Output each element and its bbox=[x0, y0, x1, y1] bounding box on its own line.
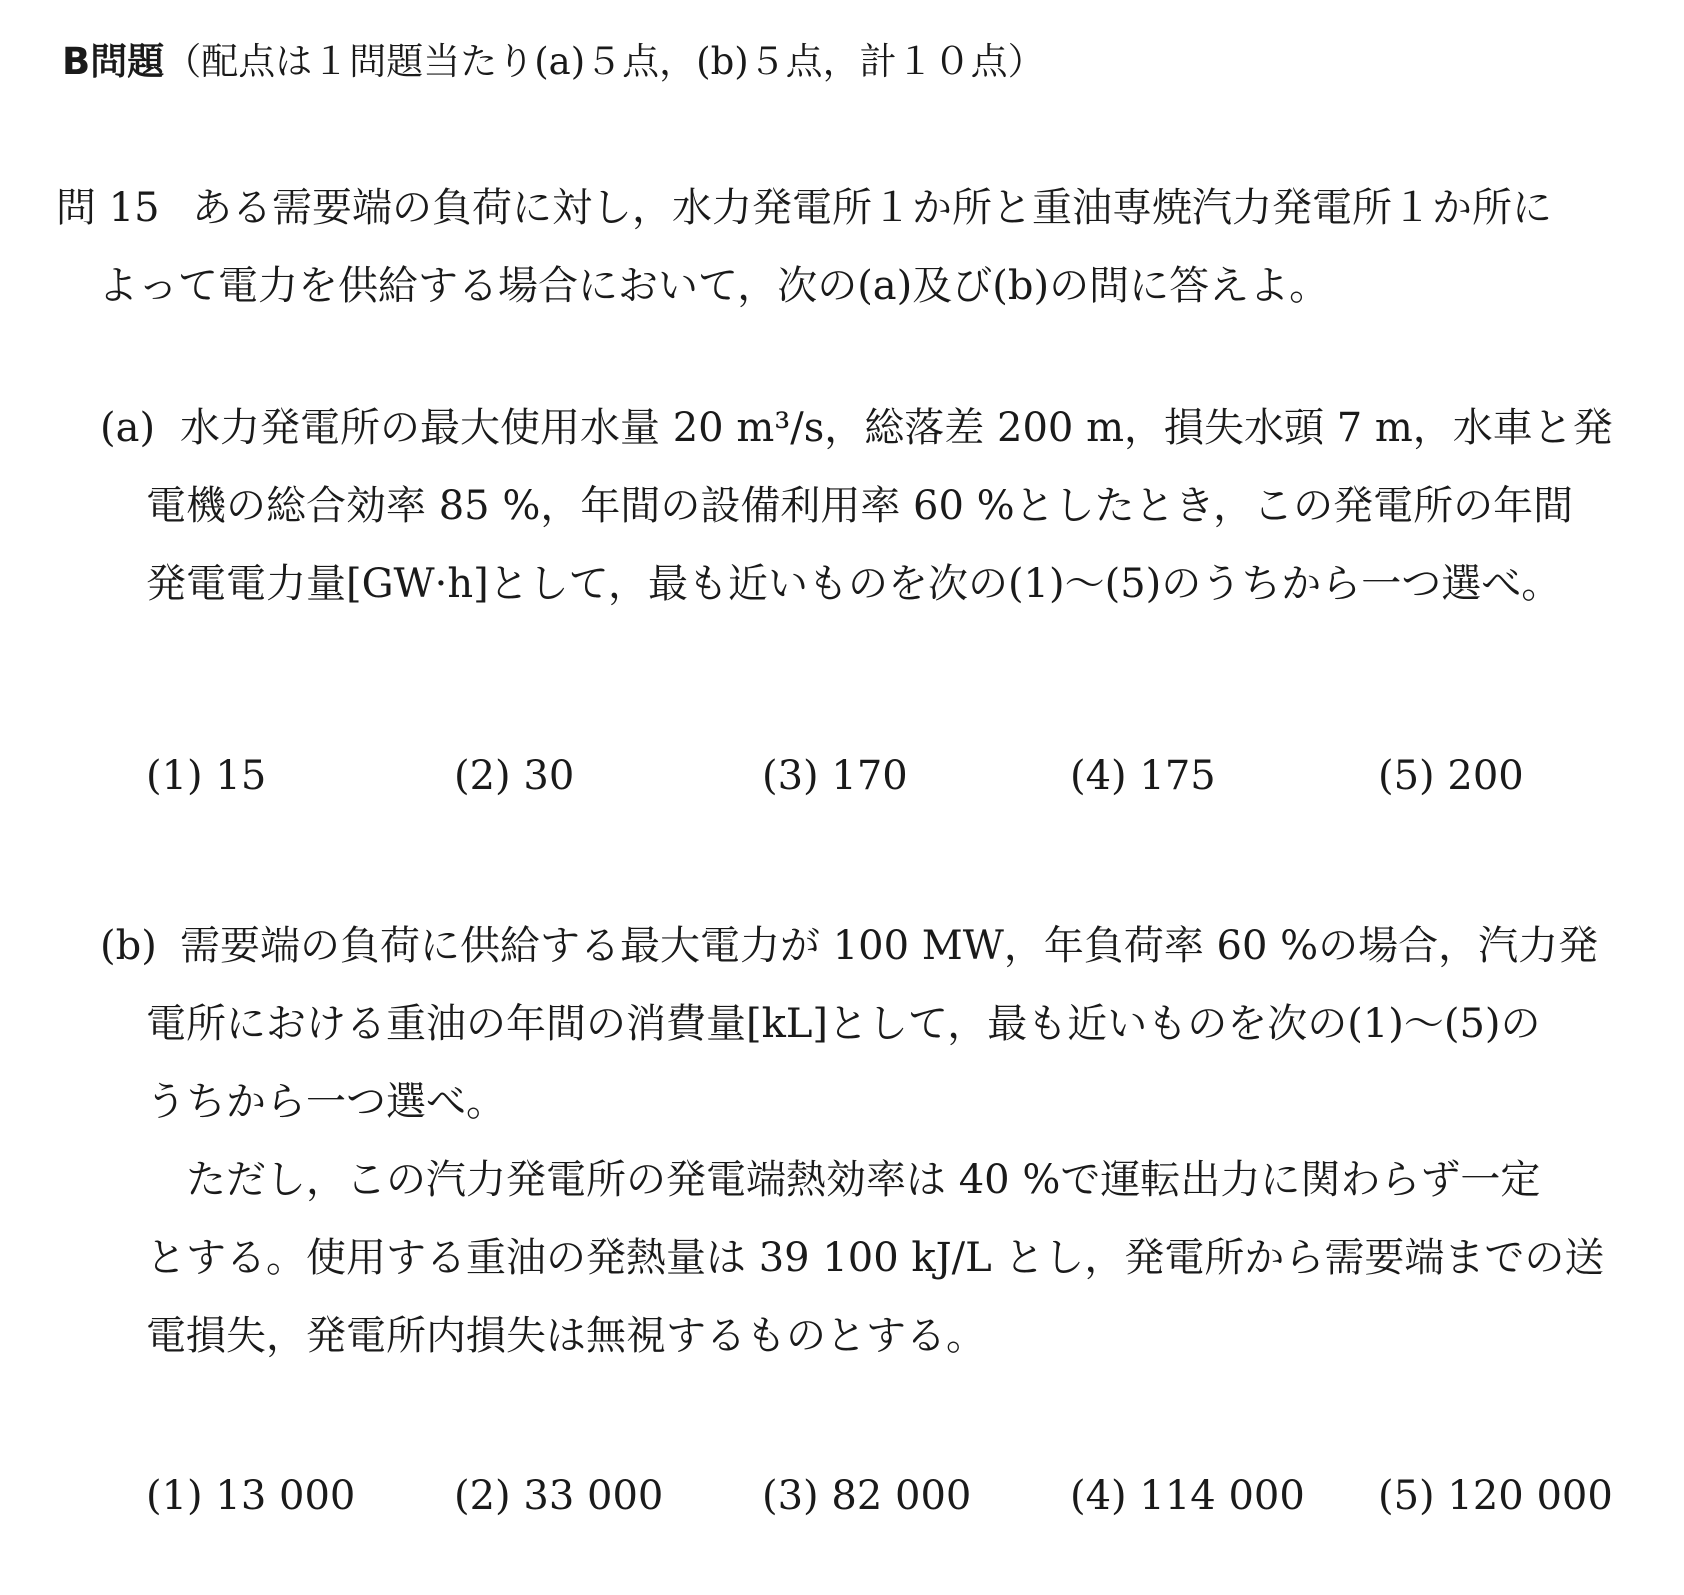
section-label: B問題 bbox=[62, 40, 165, 83]
part-b-note-line-2 bbox=[146, 1218, 1604, 1298]
part-b-note-line-3 bbox=[146, 1296, 986, 1376]
question-stem-line-2 bbox=[98, 246, 1329, 326]
part-b-choice-2[interactable]: (2) 33 000 bbox=[454, 1473, 664, 1519]
part-b-line-3 bbox=[146, 1062, 506, 1142]
part-a-label: (a) bbox=[100, 405, 156, 451]
part-a-choice-5[interactable]: (5) 200 bbox=[1378, 753, 1524, 799]
part-b-note-text-1: ただし，この汽力発電所の発電端熱効率は 40 %で運転出力に関わらず一定 bbox=[186, 1157, 1541, 1203]
part-b-text-3: うちから一つ選べ。 bbox=[146, 1079, 506, 1125]
part-b-choice-5[interactable]: (5) 120 000 bbox=[1378, 1473, 1613, 1519]
part-a-line-2 bbox=[146, 466, 1573, 546]
part-a-choice-1[interactable]: (1) 15 bbox=[146, 753, 267, 799]
part-b-line-2 bbox=[146, 984, 1541, 1064]
part-b-note-line-1 bbox=[186, 1140, 1540, 1220]
part-b-choice-4[interactable]: (4) 114 000 bbox=[1070, 1473, 1305, 1519]
question-stem-line-1 bbox=[56, 168, 1552, 248]
part-a-text-2: 電機の総合効率 85 %，年間の設備利用率 60 %としたとき，この発電所の年間 bbox=[146, 483, 1574, 529]
part-b-label: (b) bbox=[100, 923, 157, 969]
part-a-line-3 bbox=[146, 544, 1561, 624]
part-b-choice-3[interactable]: (3) 82 000 bbox=[762, 1473, 972, 1519]
question-stem-text-1: ある需要端の負荷に対し，水力発電所１か所と重油専焼汽力発電所１か所に bbox=[192, 185, 1552, 231]
section-scoring-note: （配点は１問題当たり(a)５点，(b)５点，計１０点） bbox=[164, 40, 1045, 83]
part-a-choice-3[interactable]: (3) 170 bbox=[762, 753, 908, 799]
part-a-text-3: 発電電力量[GW·h]として，最も近いものを次の(1)～(5)のうちから一つ選べ。 bbox=[146, 561, 1562, 607]
part-a-choices bbox=[146, 746, 1684, 806]
part-b-note-text-2: とする。使用する重油の発熱量は 39 100 kJ/L とし，発電所から需要端までの送 bbox=[146, 1235, 1605, 1281]
part-a-choice-4[interactable]: (4) 175 bbox=[1070, 753, 1216, 799]
part-a-text-1: 水力発電所の最大使用水量 20 m³/s，総落差 200 m，損失水頭 7 m，水車と発 bbox=[180, 405, 1613, 451]
question-stem-text-2: よって電力を供給する場合において，次の(a)及び(b)の問に答えよ。 bbox=[98, 263, 1330, 309]
part-a-line-1 bbox=[100, 388, 1613, 468]
part-b-text-1: 需要端の負荷に供給する最大電力が 100 MW，年負荷率 60 %の場合，汽力発 bbox=[180, 923, 1599, 969]
part-a-choice-2[interactable]: (2) 30 bbox=[454, 753, 575, 799]
question-number: 問 15 bbox=[56, 185, 160, 231]
part-b-text-2: 電所における重油の年間の消費量[kL]として，最も近いものを次の(1)～(5)の bbox=[146, 1001, 1541, 1047]
part-b-note-text-3: 電損失，発電所内損失は無視するものとする。 bbox=[146, 1313, 986, 1359]
part-b-line-1 bbox=[100, 906, 1598, 986]
part-b-choice-1[interactable]: (1) 13 000 bbox=[146, 1473, 356, 1519]
part-b-choices bbox=[146, 1466, 1684, 1526]
section-header bbox=[62, 32, 1045, 92]
